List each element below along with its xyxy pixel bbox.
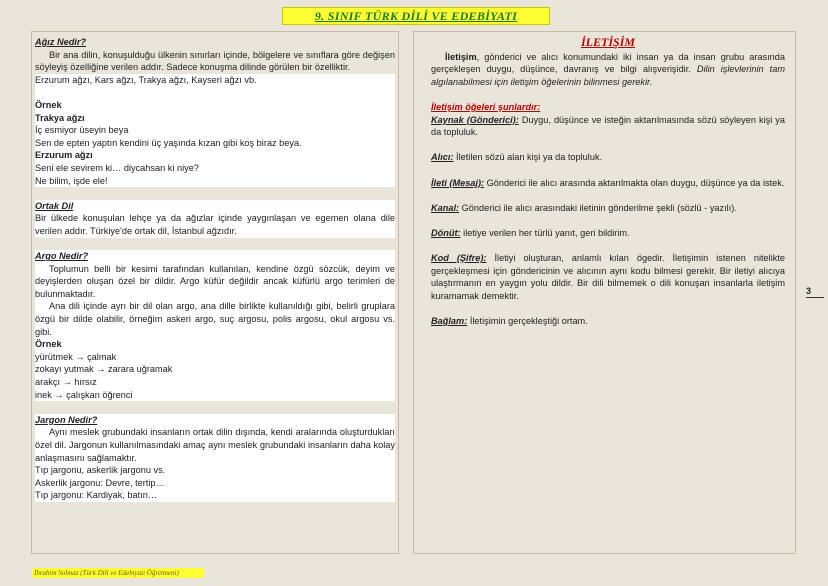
trakya-label: Trakya ağzı: [35, 112, 85, 123]
jargon-heading: Jargon Nedir?: [35, 414, 98, 425]
element-kod: [431, 252, 785, 302]
iletisim-intro: [431, 51, 785, 89]
iletisim-title: İLETİŞİM: [580, 35, 636, 49]
element-term: Kanal:: [431, 202, 460, 213]
element-term: İleti (Mesaj):: [431, 177, 485, 188]
argo-paragraph-2: Ana dili içinde ayrı bir dil olan argo, ana dille birlikte kullanıldığı gibi, belirli gruplara özgü bir dilde olabilir, örneğim askeri argo, suç argosu, polis argosu, okul argosu vs. gibi.: [35, 301, 395, 337]
erzurum-line: Seni ele sevirem ki… diycahsan ki niye?: [35, 162, 199, 173]
jargon-paragraph: Aynı meslek grubundaki insanların ortak dilin dışında, kendi aralarında oluşturdukları özel dil. Jargonun kullanılmasındaki amaç aynı meslek grubundaki insanların daha kolay anlaşmasını sağlamaktır.: [35, 427, 395, 463]
agiz-definition: Bir ana dilin, konuşulduğu ülkenin sınırları içinde, bölgelere ve sınıflara göre değişen söyleyiş özelliğine verilen addır. Sadece konuşma dilinde görülen bir özelliktir.: [35, 49, 395, 73]
argo-example: yürütmek → çalmak: [35, 351, 117, 362]
page-title: 9. SINIF TÜRK DİLİ VE EDEBİYATI: [282, 7, 550, 25]
erzurum-line: Ne bilim, işde ele!: [35, 175, 108, 186]
jargon-box: [35, 414, 395, 502]
agiz-examples-list: Erzurum ağzı, Kars ağzı, Trakya ağzı, Kayseri ağzı vb.: [35, 74, 257, 85]
jargon-line: Tıp jargonu, askerlik jargonu vs.: [35, 465, 166, 476]
element-kaynak: [431, 114, 785, 139]
ortak-definition: Bir ülkede konuşulan lehçe ya da ağızlar içinde yaygınlaşan ve egemen olana dile verilen addır. Türkiye'de ortak dil, İstanbul ağzıdır.: [35, 213, 395, 236]
argo-example: zokayı yutmak → zarara uğramak: [35, 364, 173, 375]
element-term: Alıcı:: [431, 152, 454, 163]
left-column: [35, 36, 395, 502]
element-alici: [431, 151, 785, 164]
element-text: İletilen sözü alan kişi ya da topluluk.: [456, 152, 603, 163]
footer-author: İbrahim Solmaz (Türk Dili ve Edebiyatı Öğretmeni): [32, 568, 204, 578]
jargon-line: Tıp jargonu: Kardiyak, batın…: [35, 490, 158, 501]
argo-example: arakçı → hırsız: [35, 377, 97, 388]
argo-paragraph-1: Toplumun belli bir kesimi tarafından kullanılan, kendine özgü sözcük, deyim ve deyişlerden oluşan özel bir dildir. Argo küfür değildir ancak küfürlü argo terimleri de bulunmaktadır.: [35, 263, 395, 299]
element-donut: [431, 227, 785, 240]
element-term: Kaynak (Gönderici):: [431, 114, 519, 125]
ortak-dil-box: [35, 200, 395, 238]
jargon-line: Askerlik jargonu: Devre, tertip…: [35, 477, 165, 488]
agiz-example-box: [35, 74, 395, 187]
element-text: Gönderici ile alıcı arasında aktarılmakta olan duygu, düşünce ya da istek.: [486, 177, 785, 188]
iletisim-term: İletişim: [445, 51, 477, 62]
element-text: İletiyi oluşturan, anlamlı kılan ögedir. İletişimin istenen nitelikte gerçekleşmesi için göndericinin ve alıcının aynı kodu bilmesi gerekir. Bir iletiyi alıcıya ulaştırmanın en yaygın yolu dildir. Bir dili bilmemek o dili konuşan insanlarla iletişim kuramamak demektir.: [431, 253, 785, 301]
agiz-heading: Ağız Nedir?: [35, 37, 87, 47]
elements-heading: İletişim öğeleri şunlardır:: [431, 101, 541, 112]
ortak-heading: Ortak Dil: [35, 200, 74, 211]
right-column: [431, 36, 785, 328]
agiz-ornek-label: Örnek: [35, 99, 62, 110]
element-text: iletiye verilen her türlü yanıt, geri bildirim.: [463, 227, 630, 238]
trakya-line: İç esmiyor üseyin beya: [35, 125, 129, 136]
argo-box: [35, 250, 395, 401]
element-term: Dönüt:: [431, 227, 461, 238]
element-text: Duygu, düşünce ve isteğin aktarılmasında sözü söyleyen kişi ya da topluluk.: [431, 114, 785, 138]
element-text: Gönderici ile alıcı arasındaki iletinin gönderilme şekli (sözlü - yazılı).: [461, 202, 737, 213]
erzurum-label: Erzurum ağzı: [35, 150, 93, 161]
trakya-line: Sen de epten yaptın kendini üç yaşında kızan gibi koş biraz beya.: [35, 137, 302, 148]
element-text: İletişimin gerçekleştiği ortam.: [469, 316, 588, 327]
element-kanal: [431, 202, 785, 215]
element-term: Bağlam:: [431, 316, 468, 327]
argo-example: inek → çalışkan öğrenci: [35, 389, 133, 400]
element-term: Kod (Şifre):: [431, 253, 487, 264]
element-ileti: [431, 177, 785, 190]
argo-ornek-label: Örnek: [35, 339, 62, 350]
iletisim-intro-text: , gönderici ve alıcı konumundaki iki insan ya da insan grubu arasında gerçekleşen duygu, düşünce, davranış ve bilgi alışverişidir.: [431, 51, 785, 75]
page-number: 3: [806, 285, 824, 298]
argo-heading: Argo Nedir?: [35, 251, 89, 262]
element-baglam: [431, 315, 785, 328]
iletisim-intro-italic: Dilin işlevlerinin tam algılanabilmesi için iletişim öğelerinin bilinmesi gerekir.: [431, 64, 785, 87]
